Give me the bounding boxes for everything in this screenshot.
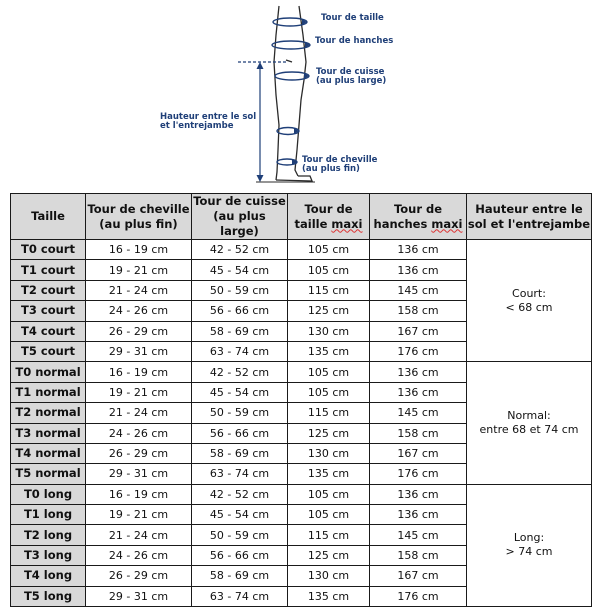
hips-cell: 136 cm: [370, 484, 467, 504]
waist-cell: 135 cm: [288, 341, 370, 361]
size-cell: T4 normal: [11, 443, 86, 463]
hips-cell: 145 cm: [370, 403, 467, 423]
waist-cell: 105 cm: [288, 382, 370, 402]
waist-cell: 130 cm: [288, 321, 370, 341]
thigh-cell: 56 - 66 cm: [192, 423, 288, 443]
ankle-cell: 19 - 21 cm: [86, 382, 192, 402]
header-ankle-line1: Tour de cheville: [87, 201, 190, 216]
waist-cell: 115 cm: [288, 525, 370, 545]
ankle-cell: 21 - 24 cm: [86, 403, 192, 423]
size-cell: T1 normal: [11, 382, 86, 402]
header-height: [467, 194, 592, 240]
header-ankle: [86, 194, 192, 240]
hips-cell: 136 cm: [370, 362, 467, 382]
waist-cell: 105 cm: [288, 362, 370, 382]
hips-cell: 158 cm: [370, 301, 467, 321]
size-cell: T4 court: [11, 321, 86, 341]
ankle-cell: 21 - 24 cm: [86, 525, 192, 545]
header-hips-line2a: hanches: [373, 216, 432, 231]
height-label: [160, 113, 256, 131]
waist-cell: 135 cm: [288, 586, 370, 606]
height-label-line2: et l'entrejambe: [160, 121, 234, 131]
size-cell: T2 normal: [11, 403, 86, 423]
header-hips-line1: Tour de: [393, 201, 443, 216]
header-waist-line2: [288, 217, 369, 232]
waist-cell: 105 cm: [288, 484, 370, 504]
thigh-cell: 50 - 59 cm: [192, 280, 288, 300]
thigh-cell: 50 - 59 cm: [192, 525, 288, 545]
thigh-cell: 56 - 66 cm: [192, 545, 288, 565]
size-cell: T5 normal: [11, 464, 86, 484]
table-row: [11, 240, 592, 260]
waist-cell: 130 cm: [288, 443, 370, 463]
ankle-cell: 29 - 31 cm: [86, 341, 192, 361]
hips-cell: 158 cm: [370, 545, 467, 565]
header-thigh-line2: (au plus large): [213, 209, 266, 238]
height-range-line2: entre 68 et 74 cm: [479, 423, 579, 437]
size-cell: T3 court: [11, 301, 86, 321]
hips-cell: 136 cm: [370, 505, 467, 525]
ankle-cell: 29 - 31 cm: [86, 464, 192, 484]
measurement-diagram: [0, 0, 600, 192]
waist-cell: 130 cm: [288, 566, 370, 586]
hips-cell: 136 cm: [370, 260, 467, 280]
header-height-line1: Hauteur entre le: [475, 201, 583, 216]
ankle-cell: 24 - 26 cm: [86, 545, 192, 565]
size-cell: T2 long: [11, 525, 86, 545]
header-thigh-line1: Tour de cuisse: [193, 194, 286, 208]
header-height-line2: sol et l'entrejambe: [467, 216, 591, 231]
thigh-cell: 56 - 66 cm: [192, 301, 288, 321]
size-cell: T0 court: [11, 240, 86, 260]
waist-cell: 115 cm: [288, 403, 370, 423]
waist-cell: 105 cm: [288, 505, 370, 525]
waist-cell: 115 cm: [288, 280, 370, 300]
table-header-row: [11, 194, 592, 240]
waist-cell: 105 cm: [288, 260, 370, 280]
size-cell: T0 normal: [11, 362, 86, 382]
thigh-label-line1: Tour de cuisse: [316, 67, 385, 77]
thigh-cell: 63 - 74 cm: [192, 464, 288, 484]
hips-cell: 167 cm: [370, 566, 467, 586]
header-hips-line2b: maxi: [431, 216, 463, 231]
size-cell: T1 court: [11, 260, 86, 280]
waist-cell: 105 cm: [288, 240, 370, 260]
thigh-cell: 63 - 74 cm: [192, 586, 288, 606]
ankle-cell: 26 - 29 cm: [86, 566, 192, 586]
thigh-cell: 58 - 69 cm: [192, 566, 288, 586]
hips-cell: 145 cm: [370, 280, 467, 300]
thigh-cell: 42 - 52 cm: [192, 484, 288, 504]
height-range-line1: Normal:: [507, 409, 551, 423]
hips-cell: 176 cm: [370, 341, 467, 361]
hips-cell: 136 cm: [370, 382, 467, 402]
table-row: [11, 362, 592, 382]
ankle-cell: 21 - 24 cm: [86, 280, 192, 300]
header-size: Taille: [11, 194, 86, 240]
ankle-cell: 26 - 29 cm: [86, 321, 192, 341]
header-waist-line2a: taille: [294, 216, 332, 231]
ankle-cell: 24 - 26 cm: [86, 423, 192, 443]
header-thigh: [192, 194, 288, 240]
ankle-cell: 16 - 19 cm: [86, 240, 192, 260]
table-row: [11, 484, 592, 504]
thigh-cell: 45 - 54 cm: [192, 260, 288, 280]
header-ankle-line2: (au plus fin): [99, 216, 178, 231]
size-cell: T0 long: [11, 484, 86, 504]
waist-label: Tour de taille: [321, 13, 384, 23]
hips-cell: 167 cm: [370, 321, 467, 341]
header-waist-line1: Tour de: [304, 201, 353, 216]
size-cell: T5 long: [11, 586, 86, 606]
height-range-line1: Long:: [513, 531, 545, 545]
waist-cell: 125 cm: [288, 545, 370, 565]
height-range-cell: [467, 362, 592, 484]
thigh-cell: 42 - 52 cm: [192, 240, 288, 260]
ankle-cell: 19 - 21 cm: [86, 505, 192, 525]
thigh-cell: 45 - 54 cm: [192, 505, 288, 525]
leg-illustration: [0, 0, 600, 192]
thigh-label: [316, 68, 386, 86]
height-range-line1: Court:: [512, 286, 546, 300]
thigh-cell: 58 - 69 cm: [192, 443, 288, 463]
height-range-line2: < 68 cm: [505, 300, 553, 314]
height-range-line2: > 74 cm: [505, 545, 553, 559]
header-hips: [370, 194, 467, 240]
hips-cell: 167 cm: [370, 443, 467, 463]
size-cell: T3 long: [11, 545, 86, 565]
hips-cell: 136 cm: [370, 240, 467, 260]
size-table: [10, 193, 592, 607]
height-label-line1: Hauteur entre le sol: [160, 112, 257, 122]
ankle-cell: 16 - 19 cm: [86, 484, 192, 504]
thigh-cell: 42 - 52 cm: [192, 362, 288, 382]
size-cell: T3 normal: [11, 423, 86, 443]
ankle-cell: 24 - 26 cm: [86, 301, 192, 321]
thigh-cell: 63 - 74 cm: [192, 341, 288, 361]
size-cell: T2 court: [11, 280, 86, 300]
ankle-cell: 16 - 19 cm: [86, 362, 192, 382]
height-range-cell: [467, 240, 592, 362]
thigh-label-line2: (au plus large): [316, 76, 387, 86]
hips-cell: 176 cm: [370, 586, 467, 606]
ankle-cell: 26 - 29 cm: [86, 443, 192, 463]
size-cell: T4 long: [11, 566, 86, 586]
ankle-cell: 29 - 31 cm: [86, 586, 192, 606]
ankle-cell: 19 - 21 cm: [86, 260, 192, 280]
waist-cell: 125 cm: [288, 423, 370, 443]
thigh-cell: 50 - 59 cm: [192, 403, 288, 423]
waist-cell: 125 cm: [288, 301, 370, 321]
size-cell: T5 court: [11, 341, 86, 361]
hips-cell: 145 cm: [370, 525, 467, 545]
hips-cell: 176 cm: [370, 464, 467, 484]
ankle-label-line1: Tour de cheville: [302, 155, 378, 165]
hips-label: Tour de hanches: [315, 36, 394, 46]
ankle-label: [302, 156, 377, 174]
header-hips-line2: [370, 217, 466, 232]
thigh-cell: 58 - 69 cm: [192, 321, 288, 341]
hips-cell: 158 cm: [370, 423, 467, 443]
waist-cell: 135 cm: [288, 464, 370, 484]
header-waist: [288, 194, 370, 240]
ankle-label-line2: (au plus fin): [302, 164, 360, 174]
height-range-cell: [467, 484, 592, 606]
thigh-cell: 45 - 54 cm: [192, 382, 288, 402]
header-waist-line2b: maxi: [331, 216, 363, 231]
size-cell: T1 long: [11, 505, 86, 525]
